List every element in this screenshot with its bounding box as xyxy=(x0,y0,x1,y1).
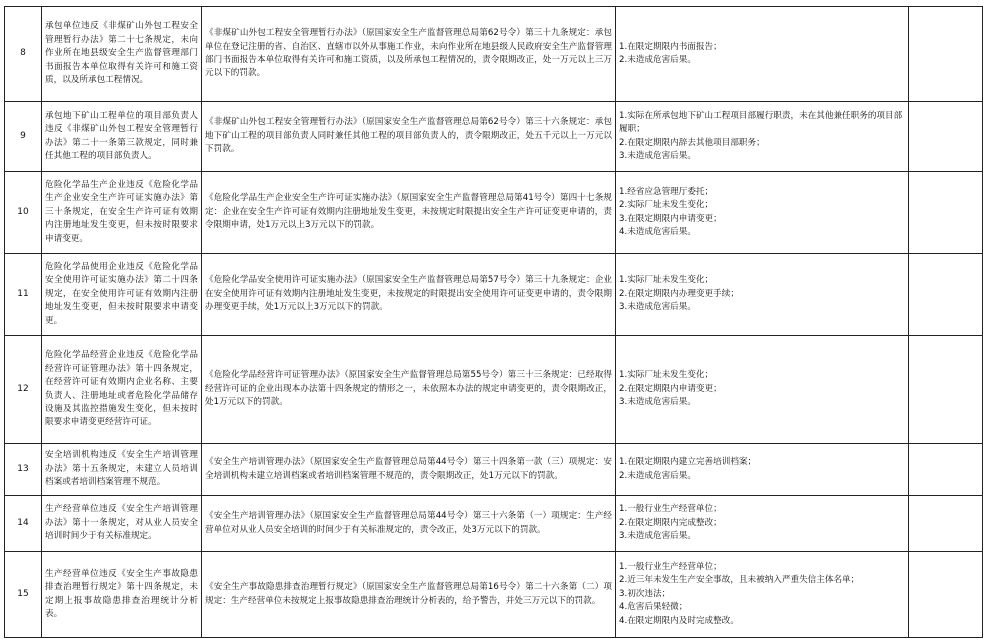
condition-item: 3.未造成危害后果。 xyxy=(619,531,696,542)
table-row xyxy=(5,172,983,254)
condition-item: 2.在限定期限内申请变更； xyxy=(619,383,722,394)
exemption-conditions xyxy=(616,102,909,172)
condition-item: 1.经省应急管理厅委托； xyxy=(619,186,714,197)
legal-basis: 《危险化学品经营许可证管理办法》（原国家安全生产监督管理总局第55号令）第三十三条规定：已经取得经营许可证的企业出现本办法第十四条规定的情形之一，未依照本办法的规定申请变更的，责令限期改正，处1万元以下的罚款。 xyxy=(202,336,616,444)
legal-basis: 《危险化学品安全使用许可证实施办法》（原国家安全生产监督管理总局第57号令）第三十九条规定：企业在安全使用许可证有效期内注册地址发生变更，未按规定的时限提出安全使用许可证变更申请的，责令限期办理变更手续，处1万元以上3万元以下的罚款。 xyxy=(202,254,616,336)
row-number: 12 xyxy=(5,336,42,444)
condition-item: 1.一般行业生产经营单位； xyxy=(619,561,722,572)
condition-item: 3.未造成危害后果。 xyxy=(619,302,696,313)
condition-item: 1.在限定期限内书面报告； xyxy=(619,41,722,52)
condition-item: 2.近三年未发生生产安全事故，且未被纳入严重失信主体名单； xyxy=(619,575,860,586)
condition-item: 3.未造成危害后果。 xyxy=(619,150,696,161)
condition-item: 2.在限定期限内完成整改； xyxy=(619,517,722,528)
condition-item: 2.未造成危害后果。 xyxy=(619,55,696,65)
table-row xyxy=(5,7,983,102)
legal-basis: 《危险化学品生产企业安全生产许可证实施办法》（原国家安全生产监督管理总局第41号令）第四十七条规定：企业在安全生产许可证有效期内注册地址发生变更，未按规定时限提出安全生产许可证变更申请的，责令限期申请，处1万元以上3万元以下的罚款。 xyxy=(202,172,616,254)
empty-cell xyxy=(909,102,983,172)
condition-item: 1.一般行业生产经营单位； xyxy=(619,504,722,515)
violation-description: 承包地下矿山工程单位的项目部负责人违反《非煤矿山外包工程安全管理暂行办法》第二十一条第三款规定，同时兼任其他工程的项目部负责人。 xyxy=(42,102,202,172)
condition-item: 1.实际厂址未发生变化； xyxy=(619,275,714,286)
condition-item: 1.实际在所承包地下矿山工程项目部履行职责，未在其他兼任职务的项目部履职； xyxy=(619,110,903,135)
row-number: 9 xyxy=(5,102,42,172)
condition-item: 1.实际厂址未发生变化； xyxy=(619,370,714,381)
table-row xyxy=(5,444,983,496)
table-row xyxy=(5,102,983,172)
penalty-exemption-table xyxy=(4,6,983,638)
row-number: 11 xyxy=(5,254,42,336)
empty-cell xyxy=(909,7,983,102)
violation-description: 危险化学品生产企业违反《危险化学品生产企业安全生产许可证实施办法》第三十条规定，在安全生产许可证有效期内注册地址发生变更，但未按时限要求申请变更。 xyxy=(42,172,202,254)
condition-item: 3.初次违法； xyxy=(619,588,671,599)
exemption-conditions xyxy=(616,444,909,496)
empty-cell xyxy=(909,172,983,254)
table-row xyxy=(5,336,983,444)
penalty-exemption-table-container xyxy=(4,6,982,638)
empty-cell xyxy=(909,336,983,444)
row-number: 13 xyxy=(5,444,42,496)
condition-item: 2.在限定期限内辞去其他项目部职务； xyxy=(619,137,765,148)
exemption-conditions xyxy=(616,172,909,254)
condition-item: 1.在限定期限内建立完善培训档案； xyxy=(619,457,757,468)
legal-basis: 《安全生产培训管理办法》（原国家安全生产监督管理总局第44号令）第三十四条第一款（三）项规定：安全培训机构未建立培训档案或者培训档案管理不规范的，责令限期改正，处1万元以下的罚款。 xyxy=(202,444,616,496)
empty-cell xyxy=(909,444,983,496)
condition-item: 2.在限定期限内办理变更手续； xyxy=(619,288,739,299)
legal-basis: 《非煤矿山外包工程安全管理暂行办法》（原国家安全生产监督管理总局第62号令）第三十六条规定：承包地下矿山工程的项目部负责人同时兼任其他工程的项目部负责人的，责令限期改正，处五千元以上一万元以下罚款。 xyxy=(202,102,616,172)
row-number: 14 xyxy=(5,496,42,552)
violation-description: 危险化学品使用企业违反《危险化学品安全使用许可证实施办法》第二十四条规定，在安全使用许可证有效期内注册地址发生变更，但未按时限要求申请变更。 xyxy=(42,254,202,336)
violation-description: 危险化学品经营企业违反《危险化学品经营许可证管理办法》第十四条规定，在经营许可证有效期内企业名称、主要负责人、注册地址或者危险化学品储存设施及其监控措施发生变化，但未按时限要求申请变更经营许可证。 xyxy=(42,336,202,444)
exemption-conditions xyxy=(616,496,909,552)
table-row xyxy=(5,496,983,552)
table-row xyxy=(5,254,983,336)
condition-item: 4.未造成危害后果。 xyxy=(619,226,696,237)
exemption-conditions xyxy=(616,254,909,336)
empty-cell xyxy=(909,552,983,638)
condition-item: 2.未造成危害后果。 xyxy=(619,470,696,481)
condition-item: 3.在限定期限内申请变更； xyxy=(619,213,722,224)
row-number: 8 xyxy=(5,7,42,102)
condition-item: 3.未造成危害后果。 xyxy=(619,397,696,408)
empty-cell xyxy=(909,254,983,336)
legal-basis: 《安全生产事故隐患排查治理暂行规定》（原国家安全生产监督管理总局第16号令）第二十六条第（二）项规定：生产经营单位未按规定上报事故隐患排查治理统计分析表的，给予警告，并处三万元以下的罚款。 xyxy=(202,552,616,638)
condition-item: 2.实际厂址未发生变化； xyxy=(619,200,714,211)
condition-item: 4.危害后果轻微； xyxy=(619,602,688,613)
violation-description: 承包单位违反《非煤矿山外包工程安全管理暂行办法》第二十七条规定，未向作业所在地县级安全生产监督管理部门书面报告本单位取得有关许可和施工资质，以及所承包工程情况。 xyxy=(42,7,202,102)
violation-description: 安全培训机构违反《安全生产培训管理办法》第十五条规定，未建立人员培训档案或者培训档案管理不规范。 xyxy=(42,444,202,496)
condition-item: 4.在限定期限内及时完成整改。 xyxy=(619,615,739,626)
violation-description: 生产经营单位违反《安全生产事故隐患排查治理暂行规定》第十四条规定，未定期上报事故隐患排查治理统计分析表。 xyxy=(42,552,202,638)
table-row xyxy=(5,552,983,638)
exemption-conditions xyxy=(616,552,909,638)
row-number: 10 xyxy=(5,172,42,254)
exemption-conditions xyxy=(616,336,909,444)
legal-basis: 《非煤矿山外包工程安全管理暂行办法》（原国家安全生产监督管理总局第62号令）第三十九条规定：承包单位在登记注册的省、自治区、直辖市以外从事施工作业，未向作业所在地县级人民政府安全生产监督管理部门书面报告本单位取得有关许可和施工资质，以及所承包工程情况的，责令限期改正，处一万元以上三万元以下的罚款。 xyxy=(202,7,616,102)
row-number: 15 xyxy=(5,552,42,638)
table-body xyxy=(5,7,983,638)
empty-cell xyxy=(909,496,983,552)
exemption-conditions xyxy=(616,7,909,102)
violation-description: 生产经营单位违反《安全生产培训管理办法》第十一条规定，对从业人员安全培训时间少于有关标准规定。 xyxy=(42,496,202,552)
legal-basis: 《安全生产培训管理办法》（原国家安全生产监督管理总局第44号令）第三十六条第（一）项规定：生产经营单位对从业人员安全培训的时间少于有关标准规定的，责令改正，处3万元以下的罚款。 xyxy=(202,496,616,552)
